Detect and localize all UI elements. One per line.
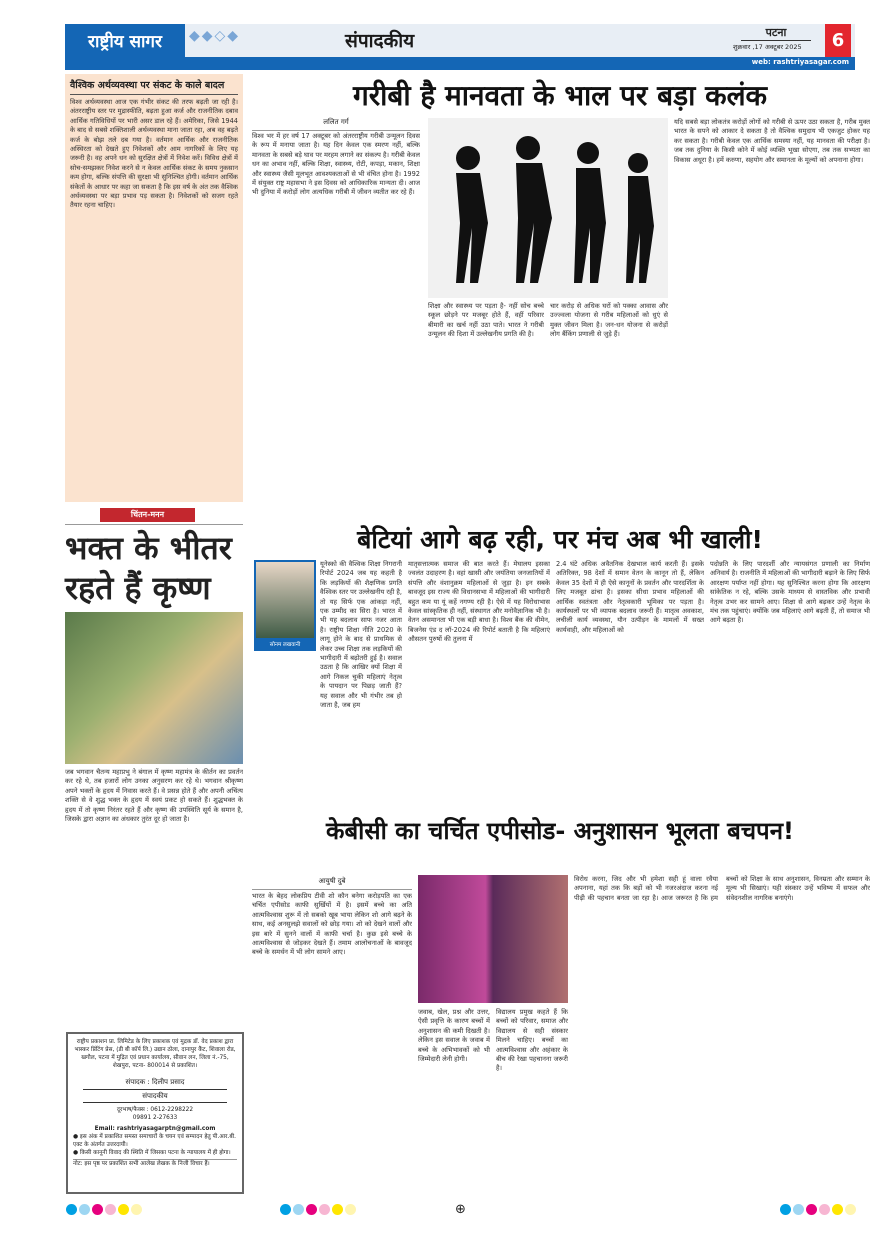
author-caption: सोनम लखवानी <box>254 640 316 651</box>
email-address[interactable]: Email: rashtriyasagarptn@gmail.com <box>94 1126 216 1132</box>
color-registration-marks-right <box>780 1204 856 1215</box>
masthead <box>65 24 855 70</box>
newspaper-logo: राष्ट्रीय सागर <box>65 24 185 57</box>
article-3-title: केबीसी का चर्चित एपीसोड- अनुशासन भूलता बचपन! <box>326 817 794 845</box>
phone-number: दूरभाष/फैक्स : 0612-2298222 <box>116 1107 194 1113</box>
article-2-col-3: 2.4 घंटे अधिक अवैतनिक देखभाल कार्य करती हैं। इसके अतिरिक्त, 98 देशों में समान वेतन के कानून तो हैं, लेकिन केवल 35 देशों में ही ऐसे कानूनों के प्रवर्तन और पारदर्शिता के लिए मजबूत ढांचा है। इसका सीधा प्रभाव महिलाओं की आर्थिक स्वतंत्रता और नेतृत्वकारी भूमिका पर पड़ता है। कार्यस्थलों पर भी व्यापक बदलाव जरूरी हैं। मातृत्व अवकाश, लचीली कार्य व्यवस्था, यौन उत्पीड़न के मामलों में सख्त कार्यवाही, और महिलाओं को <box>556 560 704 634</box>
mobile-number: 09891 2-27633 <box>132 1115 178 1121</box>
article-1-col-3: चार करोड़ से अधिक घरों को पक्का आवास और उज्ज्वला योजना से गरीब महिलाओं को धुएं से मुक्त जीवन मिला है। जन-धन योजना से करोड़ों लोग बैंकिंग प्रणाली से जुड़े हैं। <box>550 302 668 339</box>
article-3-col-3: विद्यालय प्रमुख कहते हैं कि बच्चों को परिवार, समाज और विद्यालय से सही संस्कार मिलने चाहिए। बच्चों का आत्मविश्वास और अहंकार के बीच की रेखा पहचानना जरूरी है। <box>496 1008 568 1073</box>
article-2-col-4: पदोन्नति के लिए पारदर्शी और न्यायसंगत प्रणाली का निर्माण अनिवार्य है। राजनीति में महिलाओं की भागीदारी बढ़ाने के लिए सिर्फ आरक्षण पर्याप्त नहीं होगा। यह सुनिश्चित करना होगा कि आरक्षण सांकेतिक न रहे, बल्कि उसके माध्यम से वास्तविक और प्रभावी नेतृत्व उभर कर सामने आए। शिक्षा से आगे बढ़कर उन्हें नेतृत्व के मंच तक पहुंचाएं। क्योंकि जब महिलाएं आगे बढ़ती हैं, तो समाज भी आगे बढ़ता है। <box>710 560 870 625</box>
publisher-line: राष्ट्रीय प्रकाशन प्रा. लिमिटेड के लिए प्रकाशक एवं मुद्रक डॉ. वेद प्रकाश द्वारा भास्कर प्रिंटिंग प्रेस, (डी बी कॉर्प लि.) उद्यान ठोला, दानापुर कैंट, शिवाला रोड, खगौल, पटना में मुद्रित एवं प्रधान कार्यालय, सीवान लन, जिला नं.-75, शेखपुरा, पटना- 800014 से प्रकाशित। <box>74 1039 236 1069</box>
children-silhouette-icon <box>428 118 668 298</box>
article-3-col-1: भारत के बेहद लोकप्रिय टीवी शो कौन बनेगा करोड़पति का एक चर्चित एपीसोड काफी सुर्खियों में है। इसमें बच्चे का अति आत्मविश्वास शुरू में तो सबको खूब भाया लेकिन शो आगे बढ़ने के साथ, कई अनसुलझे सवालों को छोड़ गया। शो को देखने वालों और इस बारे में सुनने वालों में काफी चर्चा है। कुछ इसे बच्चे के आत्मविश्वास से जोड़कर देखते हैं। तमाम आलोचनाओं के बावजूद बच्चे के समर्थन में भी लोग सामने आए। <box>252 892 412 957</box>
header-band <box>65 57 855 70</box>
page-number: 6 <box>825 24 851 57</box>
article-2-col-2: मातृसत्तात्मक समाज की बात करते हैं। मेघालय इसका ज्वलंत उदाहरण है। वहां खासी और जयंतिया जनजातियों में संपत्ति और वंशानुक्रम महिलाओं से जुड़ा है। इन सबके बावजूद इस राज्य की विधानसभा में महिलाओं की भागीदारी बहुत कम या यूं कहें नगण्य रही है। ऐसे में यह विरोधाभास केवल सांस्कृतिक ही नहीं, संस्थागत और मनोवैज्ञानिक भी है। वेतन असमानता भी एक बड़ी बाधा है। विश्व बैंक की वीमेन, बिजनेस एंड द लॉ-2024 की रिपोर्ट बताती है कि महिलाएं औसतन पुरुषों की तुलना में <box>408 560 550 644</box>
article-2-col-1: यूनेस्को की वैश्विक शिक्षा निगरानी रिपोर्ट 2024 जब यह कहती है कि लड़कियों की शैक्षणिक प्रगति वैश्विक स्तर पर उल्लेखनीय रही है, तो यह सिर्फ एक आंकड़ा नहीं, एक उम्मीद का सिरा है। भारत में भी यह बदलाव साफ नजर आता है। राष्ट्रीय शिक्षा नीति 2020 के लागू होने के बाद से प्राथमिक से लेकर उच्च शिक्षा तक लड़कियों की भागीदारी में बढ़ोतरी हुई है। सवाल उठता है कि आखिर क्यों शिक्षा में आगे निकल चुकी महिलाएं नेतृत्व के पायदान पर पिछड़ जाती हैं? यह सवाल और भी गंभीर तब हो जाता है, जब हम <box>320 560 402 710</box>
krishna-painting-image <box>65 612 243 764</box>
imprint-section: संपादकीय <box>83 1089 227 1103</box>
editor-label: संपादक <box>125 1078 146 1086</box>
article-1-col-1: विश्व भर में हर वर्ष 17 अक्टूबर को अंतरराष्ट्रीय गरीबी उन्मूलन दिवस के रूप में मनाया जाता है। यह दिन केवल एक स्मरण नहीं, बल्कि मानवता के सबसे बड़े घाव पर मरहम लगाने का संकल्प है। गरीबी केवल धन का अभाव नहीं, बल्कि शिक्षा, स्वास्थ्य, रोटी, कपड़ा, मकान, शिक्षा और स्वास्थ्य जैसी मूलभूत आवश्यकताओं से भी वंचित होना है। 1992 में संयुक्त राष्ट्र महासभा ने इस दिवस को आधिकारिक मान्यता दी। आज भी दुनिया में करोड़ों लोग अत्यधिक गरीबी में जीवन व्यतीत कर रहे हैं। <box>252 132 420 197</box>
color-registration-marks-center <box>280 1204 356 1215</box>
edition-city: पटना <box>741 25 811 41</box>
website-link[interactable]: web: rashtriyasagar.com <box>751 58 849 66</box>
sidebar-lead-body: विश्व अर्थव्यवस्था आज एक गंभीर संकट की तरफ बढ़ती जा रही है। अंतरराष्ट्रीय स्तर पर मुद्रास्फीति, बढ़ता हुआ कर्ज और राजनीतिक दबाव आर्थिक गतिविधियों पर भारी असर डाल रहे हैं। अमेरिका, जिसे 1944 के बाद से सबसे शक्तिशाली अर्थव्यवस्था माना जाता रहा, अब वह बढ़ते कर्ज के बोझ तले दब गया है। वर्तमान आर्थिक और राजनीतिक अस्थिरता को देखते हुए निवेशकों और आम नागरिकों के लिए यह जरूरी है। वह अपने धन को सुरक्षित क्षेत्रों में निवेश करें। विविध क्षेत्रों में सोच-समझकर निवेश करने से न केवल आर्थिक संकट के समय नुकसान कम होगा, बल्कि संपत्ति की सुरक्षा भी सुनिश्चित होगी। वर्तमान आर्थिक संकेतों के आधार पर कहा जा सकता है कि इस वर्ष के अंत तक वैश्विक अर्थव्यवस्था पर बड़ा प्रभाव पड़ सकता है। निवेशकों को सजग रहते तैयार रहना चाहिए। <box>70 98 238 210</box>
author-photo <box>254 560 316 640</box>
registration-crosshair-icon: ⊕ <box>455 1202 466 1217</box>
article-1-col-2: शिक्षा और स्वास्थ्य पर पड़ता है- नहीं सोच बच्चे स्कूल छोड़ने पर मजबूर होते हैं, वहीं परिवार बीमारी का खर्च नहीं उठा पाते। भारत ने गरीबी उन्मूलन की दिशा में उल्लेखनीय प्रगति की है। <box>428 302 544 339</box>
article-2-title: बेटियां आगे बढ़ रही, पर मंच अब भी खाली! <box>357 525 763 554</box>
chintan-body: जब भगवान चैतन्य महाप्रभु ने बंगाल में कृष्ण महामंत्र के कीर्तन का प्रवर्तन कर रहे थे, तब हजारों लोग उनका अनुसरण कर रहे थे। भगवान श्रीकृष्ण अपने भक्तों के हृदय में निवास करते हैं। वे प्रसन्न होते हैं और अपनी अचिंत्य शक्ति से वे शुद्ध भक्त के हृदय में स्वयं प्रकट हो सकते हैं। शुद्धभक्त के हृदय में तो कृष्ण निरंतर रहते हैं और कृष्ण की उपस्थिति सूर्य के समान है, जिसके द्वारा अज्ञान का अंधकार तुरंत दूर हो जाता है। <box>65 768 243 824</box>
article-3-author: आयुषी दुबे <box>252 877 412 890</box>
poverty-silhouette-image <box>428 118 668 298</box>
color-registration-marks-left <box>66 1204 142 1215</box>
chintan-manan-label: चिंतन-मनन <box>100 508 195 522</box>
issue-date: शुक्रवार ,17 अक्टूबर 2025 <box>733 43 802 51</box>
sidebar-lead-title: वैश्विक अर्थव्यवस्था पर संकट के काले बादल <box>70 78 238 95</box>
chintan-title: भक्त के भीतर रहते हैं कृष्ण <box>65 529 232 607</box>
note-2: किसी कानूनी विवाद की स्थिति में जिसका पटना के न्यायालय में ही होगा। <box>79 1150 231 1156</box>
note-3: नोट: इस पृष्ठ पर प्रकाशित सभी आलेख लेखक के निजी विचार हैं। <box>73 1159 237 1168</box>
kbc-episode-photo <box>418 875 568 1003</box>
divider <box>65 524 243 525</box>
decorative-diamonds-icon: ◆◆◇◆ <box>189 28 241 44</box>
editor-name: : दिलीप प्रसाद <box>147 1078 185 1086</box>
article-3-col-4: विरोध करना, जिद और भी हमेशा सही हूं वाला रवैया अपनाना, यहां तक कि बड़ों को भी नजरअंदाज करना नई पीढ़ी की पहचान बनता जा रहा है। आज जरूरत है कि हम बच्चों को शिक्षा के साथ अनुशासन, विनम्रता और सम्मान के मूल्य भी सिखाएं। यही संस्कार उन्हें भविष्य में सफल और संवेदनशील नागरिक बनाएंगे। <box>574 875 870 902</box>
article-1-author: ललित गर्ग <box>252 118 420 131</box>
imprint-box: राष्ट्रीय प्रकाशन प्रा. लिमिटेड के लिए प्रकाशक एवं मुद्रक डॉ. वेद प्रकाश द्वारा भास्कर प्रिंटिंग प्रेस, (डी बी कॉर्प लि.) उद्यान ठोला, दानापुर कैंट, शिवाला रोड, खगौल, पटना में मुद्रित एवं प्रधान कार्यालय, सीवान लन, जिला नं.-75, शेखपुरा, पटना- 800014 से प्रकाशित। संपादक : दिलीप प्रसाद संपादकीय दूरभाष/फैक्स : 0612-2298222 09891 2-27633 Email: rashtriyasagarptn@gmail.com ● इस अंक में प्रकाशित समस्त समाचारों के चयन एवं सम्पादन हेतु पी.आर.बी. एक्ट के अंतर्गत उत्तरदायी। ● किसी कानूनी विवाद की स्थिति में जिसका पटना के न्यायालय में ही होगा। नोट: इस पृष्ठ पर प्रकाशित सभी आलेख लेखक के निजी विचार हैं। <box>66 1032 244 1194</box>
sidebar-lead-article <box>65 74 243 502</box>
article-1-col-4: यदि सबसे बड़ा लोकतंत्र करोड़ों लोगों को गरीबी से ऊपर उठा सकता है, गरीब मुक्त भारत के सपने को आकार दे सकता है तो वैश्विक समुदाय भी एकजुट होकर यह कर सकता है। गरीबी केवल एक आर्थिक समस्या नहीं, यह मानवता की परीक्षा है। जब तक दुनिया के किसी कोने में कोई व्यक्ति भूखा सोएगा, तब तक सभ्यता का विकास अधूरा है। हमें करुणा, सहयोग और समानता के मूल्यों को अपनाना होगा। <box>674 118 870 164</box>
article-1-title: गरीबी है मानवता के भाल पर बड़ा कलंक <box>352 79 768 112</box>
article-3-col-2: जवाब, खेल, प्रश्न और उत्तर, ऐसी प्रवृत्ति के कारण बच्चों में अनुशासन की कमी दिखती है। लेकिन इस सवाल के जवाब में बच्चे के अभिभावकों को भी जिम्मेदारी लेनी होगी। <box>418 1008 490 1064</box>
section-title: संपादकीय <box>345 30 415 52</box>
note-1: इस अंक में प्रकाशित समस्त समाचारों के चयन एवं सम्पादन हेतु पी.आर.बी. एक्ट के अंतर्गत उत्तरदायी। <box>73 1134 236 1148</box>
